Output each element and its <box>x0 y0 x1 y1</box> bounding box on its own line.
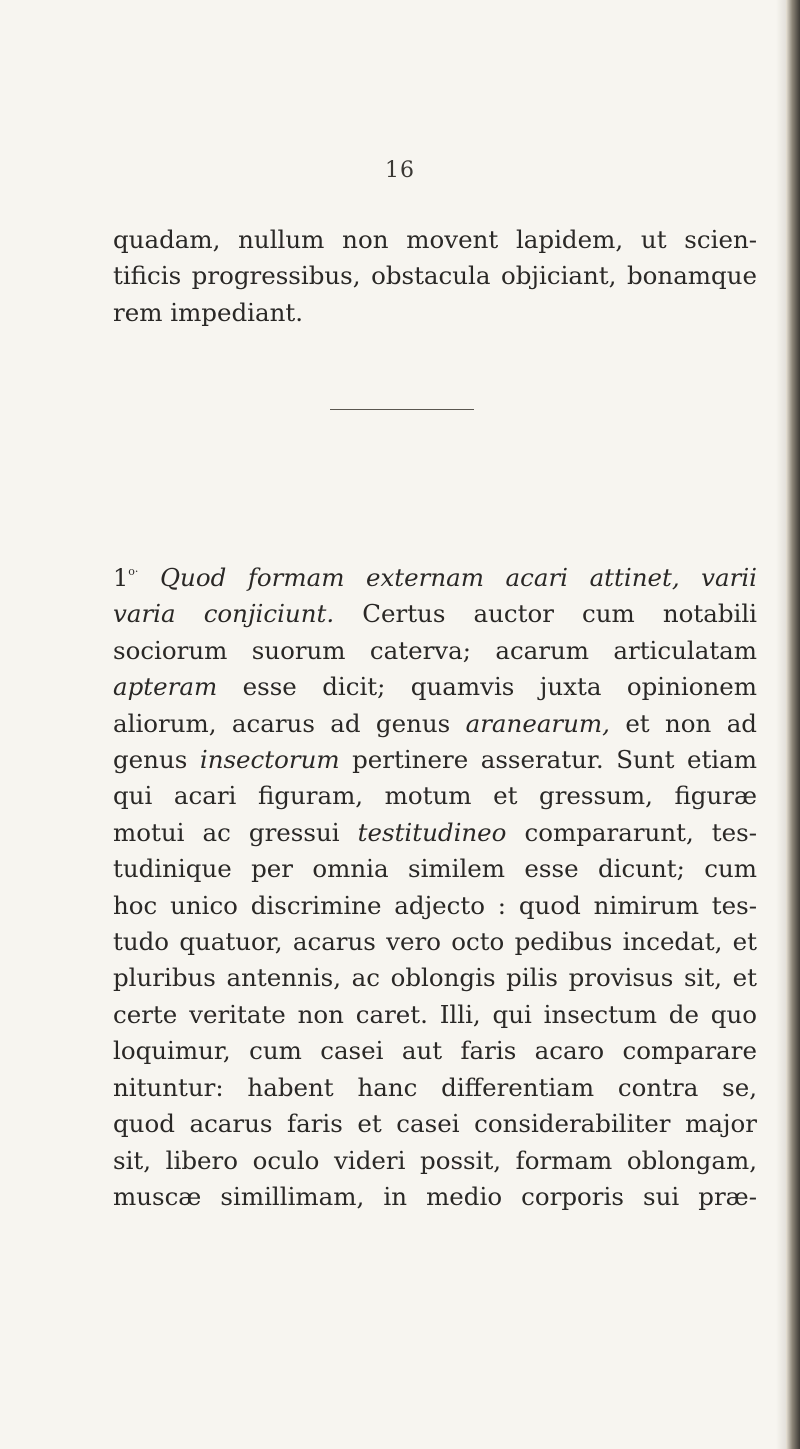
text-line: tudinique per omnia similem esse dicunt; cum <box>113 854 757 884</box>
text-line: genus insectorum pertinere asseratur. Sunt etiam <box>113 745 757 775</box>
italic-word: insectorum <box>199 745 340 775</box>
section-number: $1^{o\cdot}$ <box>113 564 139 592</box>
text-line: pluribus antennis, ac oblongis pilis provisus sit, et <box>113 963 757 993</box>
text-line: sit, libero oculo videri possit, formam oblongam, <box>113 1145 757 1175</box>
text-line: certe veritate non caret. Illi, qui insectum de quo <box>113 999 757 1029</box>
italic-word: aranearum, <box>465 708 610 738</box>
text-line: quod acarus faris et casei considerabiliter major <box>113 1109 757 1139</box>
book-page-edge <box>786 0 800 1449</box>
page-edge-shadow <box>776 0 786 1449</box>
text-line: motui ac gressui testitudineo compararunt, tes- <box>113 817 757 847</box>
text-line: muscæ simillimam, in medio corporis sui præ- <box>113 1181 757 1211</box>
text-line: apteram esse dicit; quamvis juxta opinionem <box>113 672 757 702</box>
text-line: varia conjiciunt. Certus auctor cum notabili <box>113 599 758 629</box>
text-line: rem impediant. <box>113 297 304 327</box>
text-line: tificis progressibus, obstacula objiciant, bonamque <box>113 261 757 291</box>
text-line: tudo quatuor, acarus vero octo pedibus incedat, et <box>113 927 757 957</box>
text-line <box>113 554 757 596</box>
text-line: quadam, nullum non movent lapidem, ut scien- <box>113 225 757 254</box>
text-line: aliorum, acarus ad genus aranearum, et non ad <box>113 708 757 738</box>
text-line: nituntur: habent hanc differentiam contra se, <box>113 1072 757 1102</box>
paragraph-1 <box>113 222 757 331</box>
italic-phrase: Quod formam externam acari attinet, varii <box>159 563 757 592</box>
text-line: hoc unico discrimine adjecto : quod nimirum tes- <box>113 890 757 920</box>
italic-word: apteram <box>113 672 218 702</box>
text-line: sociorum suorum caterva; acarum articulatam <box>113 635 757 665</box>
paragraph-2 <box>113 554 757 1215</box>
section-divider <box>330 409 474 410</box>
italic-phrase: varia conjiciunt. <box>113 599 335 629</box>
text-line: qui acari figuram, motum et gressum, figuræ <box>113 781 757 811</box>
italic-word: testitudineo <box>357 817 507 847</box>
page-number: 16 <box>385 158 415 183</box>
text-line: loquimur, cum casei aut faris acaro comparare <box>113 1036 757 1066</box>
